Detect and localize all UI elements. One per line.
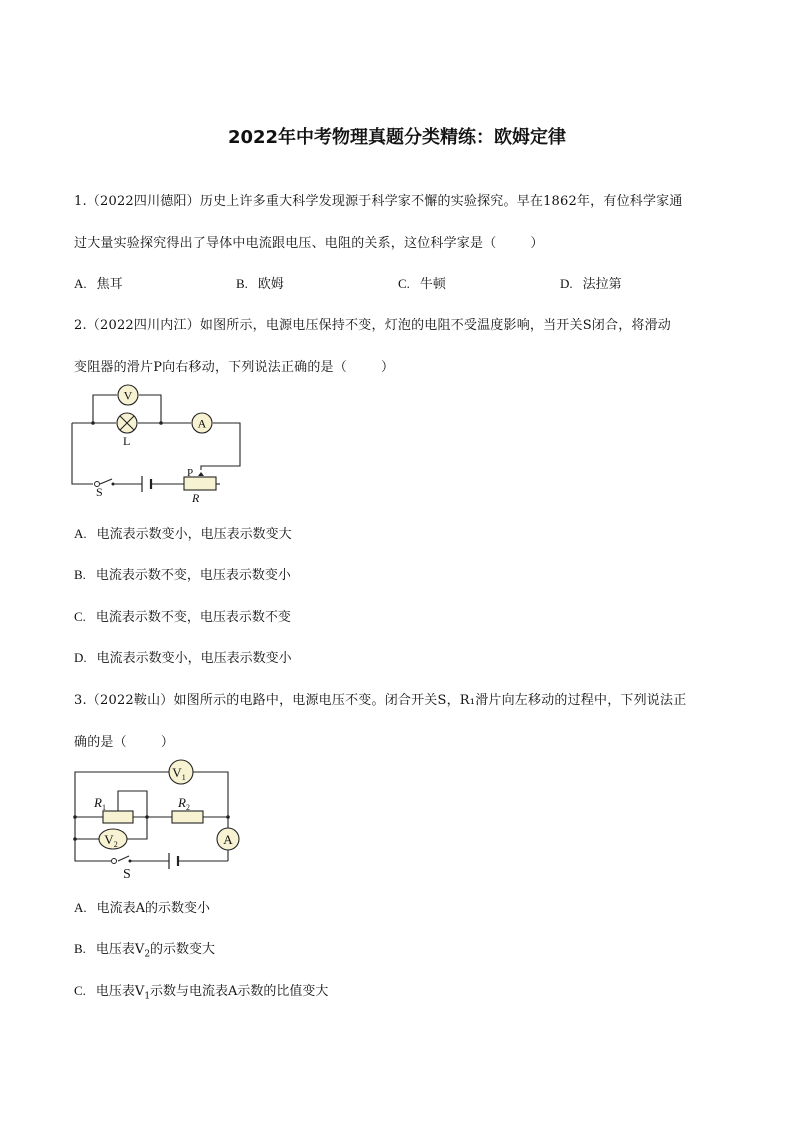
option-key: A. [74, 526, 87, 541]
q2-option-d[interactable] [74, 647, 292, 666]
option-key: B. [236, 276, 248, 291]
q1-option-a[interactable] [74, 273, 123, 292]
q1-stem-line1: 1.（2022四川德阳）历史上许多重大科学发现源于科学家不懈的实验探究。早在1862年，有位科学家通 [74, 194, 683, 209]
option-key: A. [74, 276, 87, 291]
option-key: C. [398, 276, 410, 291]
option-text: 牛顿 [419, 277, 446, 292]
v2-label: $V_2$ [104, 832, 118, 849]
option-key: D. [560, 276, 573, 291]
ammeter-label: A [197, 416, 207, 431]
q1-option-b[interactable] [236, 273, 284, 292]
option-text: 示数与电流表A示数的比值变大 [150, 984, 329, 999]
voltmeter-label: V [123, 388, 133, 403]
q3-stem-line2 [74, 731, 174, 750]
q3-stem-line1: 3.（2022鞍山）如图所示的电路中，电源电压不变。闭合开关S，R₁滑片向左移动的过程中，下列说法正 [74, 693, 687, 708]
voltmeter-symbol [118, 385, 138, 405]
ammeter-symbol [217, 828, 239, 850]
q2-stem-text: 变阻器的滑片P向右移动，下列说法正确的是（ [74, 360, 347, 375]
resistor-r2-symbol [172, 811, 203, 823]
option-key: C. [74, 609, 86, 624]
q1-stem-line2 [74, 232, 544, 251]
option-text: 电压表V [95, 942, 145, 957]
q2-stem-line1: 2.（2022四川内江）如图所示，电源电压保持不变，灯泡的电阻不受温度影响，当开关S闭合，将滑动 [74, 318, 671, 333]
switch-label: S [123, 867, 131, 882]
option-text: 电流表示数不变，电压表示数变小 [95, 568, 291, 583]
q3-stem-text: 确的是（ [74, 735, 127, 750]
r1-label: $R_1$ [94, 795, 106, 812]
resistor-r1-symbol [103, 811, 133, 823]
q1-option-d[interactable] [560, 273, 622, 292]
option-subscript: 1 [144, 991, 151, 1002]
option-key: A. [74, 900, 87, 915]
option-key: B. [74, 941, 86, 956]
lamp-symbol [117, 413, 137, 433]
option-text: 焦耳 [96, 277, 123, 292]
q2-stem-end: ） [380, 360, 395, 375]
option-text: 欧姆 [257, 277, 284, 292]
q2-circuit-diagram [60, 378, 260, 508]
v1-label: $V_1$ [172, 765, 186, 782]
option-text: 的示数变大 [150, 942, 216, 957]
option-text: 电流表A的示数变小 [96, 901, 211, 916]
q3-option-a[interactable] [74, 897, 210, 916]
q2-option-c[interactable] [74, 606, 291, 625]
option-text: 电流表示数不变，电压表示数不变 [95, 610, 291, 625]
option-text: 电流表示数变小，电压表示数变小 [96, 651, 292, 666]
voltmeter-v1-symbol [169, 760, 193, 784]
ammeter-label: A [223, 832, 233, 847]
lamp-label: L [123, 434, 131, 448]
q3-circuit-diagram [66, 757, 246, 885]
q2-option-b[interactable] [74, 564, 291, 583]
option-key: D. [74, 650, 87, 665]
q1-option-c[interactable] [398, 273, 446, 292]
q3-stem-end: ） [160, 735, 175, 750]
rheostat-label: R [192, 491, 200, 505]
switch-label: S [96, 485, 103, 499]
r2-label: $R_2$ [178, 795, 190, 812]
page-title: 2022年中考物理真题分类精练：欧姆定律 [227, 127, 567, 148]
option-subscript: 2 [144, 949, 151, 960]
q2-option-a[interactable] [74, 523, 292, 542]
voltmeter-v2-symbol [99, 829, 127, 849]
q3-option-b[interactable] [74, 938, 215, 960]
option-text: 电流表示数变小，电压表示数变大 [96, 527, 292, 542]
q3-option-c[interactable] [74, 980, 328, 1002]
option-text: 法拉第 [582, 277, 622, 292]
option-key: C. [74, 983, 86, 998]
option-key: B. [74, 567, 86, 582]
slider-label: P [187, 467, 194, 479]
q1-stem-end: ） [530, 236, 544, 251]
option-text: 电压表V [95, 984, 145, 999]
q1-stem-text: 过大量实验探究得出了导体中电流跟电压、电阻的关系，这位科学家是（ [74, 236, 497, 251]
ammeter-symbol [192, 413, 212, 433]
q2-stem-line2 [74, 356, 394, 375]
